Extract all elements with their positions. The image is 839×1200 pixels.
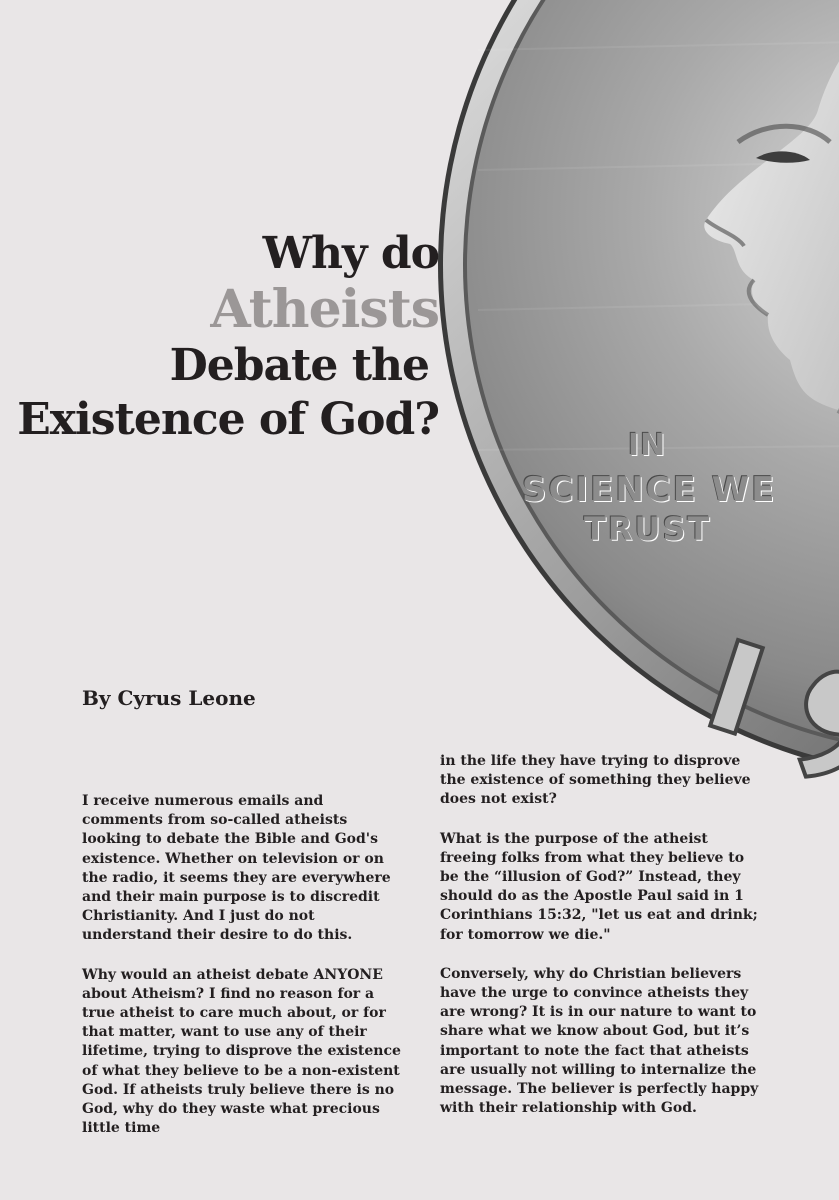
- title-line-4: Existence of God?: [17, 394, 439, 445]
- article-title: [17, 228, 439, 445]
- paragraph: Conversely, why do Christian believers have the urge to convince atheists they are wrong? It is in our nature to want to share what we know about God, but it’s important to note the fact that atheists are usually not willing to internalize the message. The believer is perfectly happy with their relationship with God.: [440, 965, 759, 1117]
- paragraph: Why would an atheist debate ANYONE about Atheism? I find no reason for a true atheist to care much about, or for that matter, want to use any of their lifetime, trying to disprove the existence of what they believe to be a non-existent God. If atheists truly believe there is no God, why do they waste what precious little time: [82, 966, 401, 1137]
- paragraph: What is the purpose of the atheist freeing folks from what they believe to be the “illusion of God?” Instead, they should do as the Apostle Paul said in 1 Corinthians 15:32, "let us eat and drink; for tomorrow we die.": [440, 830, 758, 943]
- title-line-3: Debate the: [169, 340, 429, 391]
- coin-motto-line-2: SCIENCE WE: [522, 470, 777, 510]
- paragraph: I receive numerous emails and comments from so-called atheists looking to debate the Bible and God's existence. Whether on television or on the radio, it seems they are everywhere and their main purpose is to discredit Christianity. And I just do not understand their desire to do this.: [82, 793, 391, 944]
- title-line-2-highlight: Atheists: [210, 279, 439, 340]
- coin-motto-line-1: IN: [628, 428, 667, 463]
- title-line-1: Why do: [262, 228, 439, 279]
- body-column-left: [82, 792, 402, 1158]
- body-column-right: [440, 752, 760, 1138]
- author-byline: By Cyrus Leone: [82, 686, 256, 710]
- paragraph: in the life they have trying to disprove the existence of something they believe does not exist?: [440, 753, 751, 808]
- coin-motto-line-3: TRUST: [584, 510, 712, 548]
- quarter-coin-image: [438, 0, 839, 780]
